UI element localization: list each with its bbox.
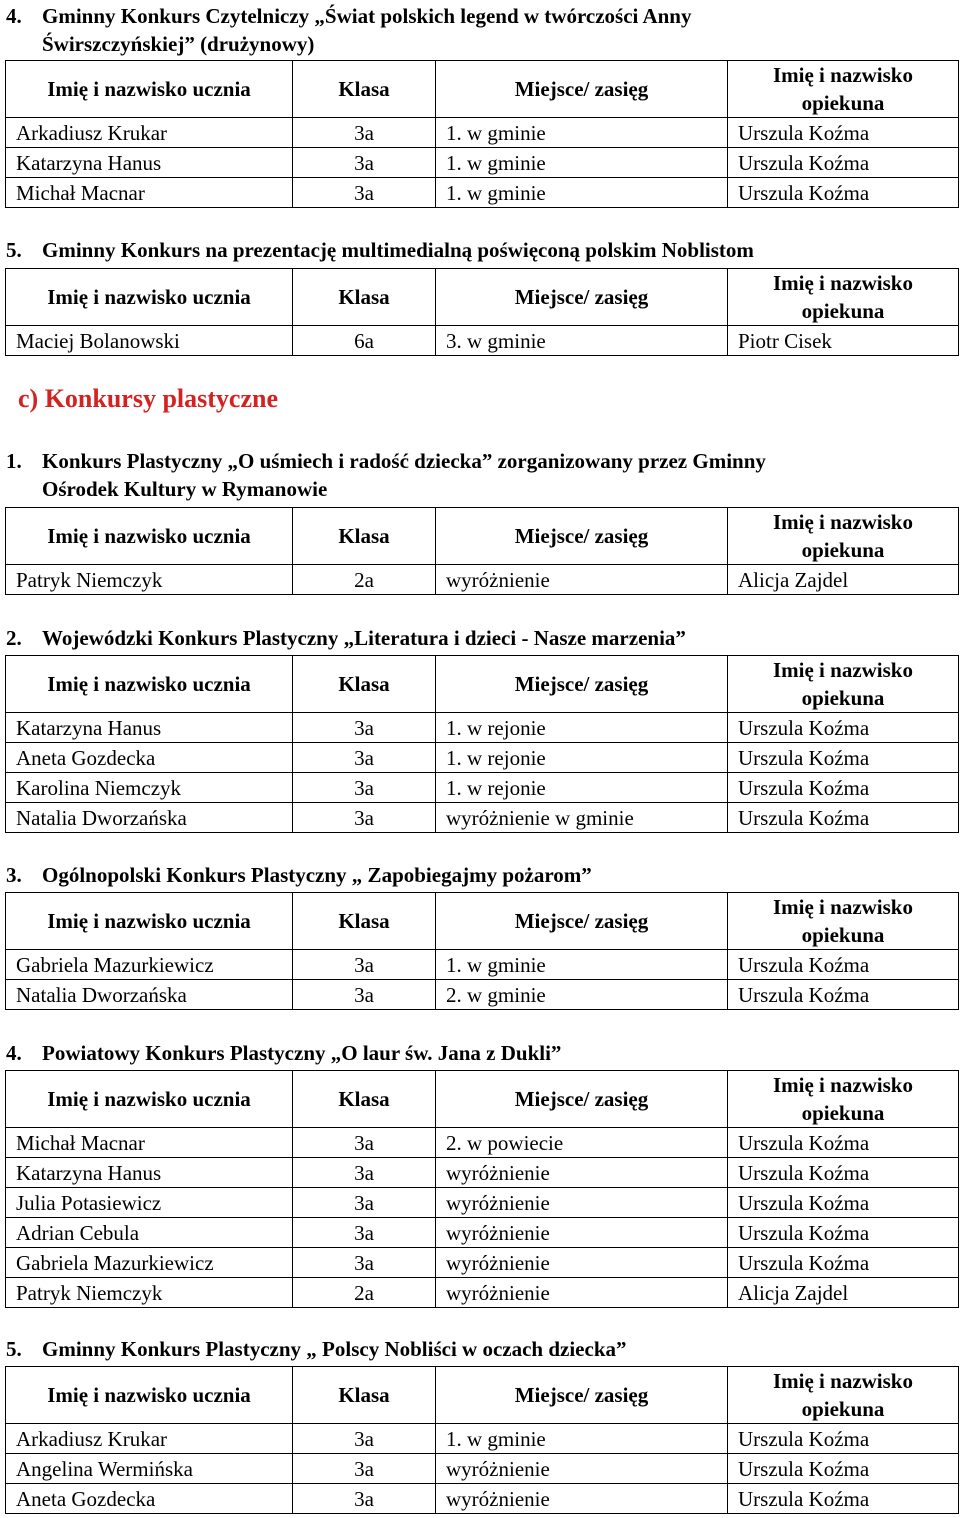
results-table <box>5 655 959 833</box>
tutor-name-cell: Urszula Koźma <box>728 1218 959 1248</box>
table-row <box>6 326 959 356</box>
student-name-cell: Gabriela Mazurkiewicz <box>6 1248 293 1278</box>
place-cell: 3. w gminie <box>436 326 728 356</box>
class-cell: 2a <box>293 565 436 595</box>
competition-title <box>6 1039 952 1067</box>
header-tutor-line: opiekuna <box>801 91 885 115</box>
table-header-row <box>6 1367 959 1424</box>
table-row <box>6 980 959 1010</box>
table-row <box>6 1218 959 1248</box>
header-student: Imię i nazwisko ucznia <box>6 893 293 950</box>
place-cell: wyróżnienie <box>436 1188 728 1218</box>
place-cell: 1. w gminie <box>436 1424 728 1454</box>
student-name-cell: Angelina Wermińska <box>6 1454 293 1484</box>
table-row <box>6 1424 959 1454</box>
header-student: Imię i nazwisko ucznia <box>6 508 293 565</box>
place-cell: 1. w rejonie <box>436 743 728 773</box>
header-tutor-line: Imię i nazwisko <box>772 1073 913 1097</box>
place-cell: 1. w gminie <box>436 950 728 980</box>
competition-number: 4. <box>6 1041 22 1065</box>
header-tutor-line: Imię i nazwisko <box>772 895 913 919</box>
tutor-name-cell: Urszula Koźma <box>728 803 959 833</box>
tutor-name-cell: Urszula Koźma <box>728 773 959 803</box>
class-cell: 3a <box>293 1158 436 1188</box>
class-cell: 3a <box>293 980 436 1010</box>
competition-number: 5. <box>6 238 22 262</box>
tutor-name-cell: Urszula Koźma <box>728 713 959 743</box>
place-cell: 1. w rejonie <box>436 773 728 803</box>
competition-number: 4. <box>6 4 22 28</box>
class-cell: 3a <box>293 1188 436 1218</box>
header-tutor-line: Imię i nazwisko <box>772 1369 913 1393</box>
tutor-name-cell: Urszula Koźma <box>728 743 959 773</box>
table-row <box>6 1248 959 1278</box>
competition-title <box>6 447 952 503</box>
competition-title-line <box>6 447 952 475</box>
class-cell: 3a <box>293 1218 436 1248</box>
student-name-cell: Arkadiusz Krukar <box>6 1424 293 1454</box>
results-table <box>5 60 959 208</box>
student-name-cell: Patryk Niemczyk <box>6 565 293 595</box>
table-row <box>6 1158 959 1188</box>
header-class: Klasa <box>293 1367 436 1424</box>
table-row <box>6 743 959 773</box>
student-name-cell: Aneta Gozdecka <box>6 743 293 773</box>
table-header-row <box>6 893 959 950</box>
place-cell: wyróżnienie <box>436 1248 728 1278</box>
header-class: Klasa <box>293 656 436 713</box>
table-row <box>6 713 959 743</box>
student-name-cell: Michał Macnar <box>6 178 293 208</box>
header-tutor-line: opiekuna <box>801 1397 885 1421</box>
competition-title-line <box>6 1335 952 1363</box>
results-table <box>5 268 959 356</box>
tutor-name-cell: Piotr Cisek <box>728 326 959 356</box>
header-tutor-line: Imię i nazwisko <box>772 510 913 534</box>
header-tutor <box>728 1367 959 1424</box>
header-class: Klasa <box>293 61 436 118</box>
header-tutor <box>728 656 959 713</box>
header-tutor <box>728 893 959 950</box>
table-header-row <box>6 1071 959 1128</box>
section-heading-konkursy-plastyczne: c) Konkursy plastyczne <box>18 384 278 413</box>
student-name-cell: Natalia Dworzańska <box>6 803 293 833</box>
header-place: Miejsce/ zasięg <box>436 1367 728 1424</box>
tutor-name-cell: Urszula Koźma <box>728 1484 959 1514</box>
table-header-row <box>6 61 959 118</box>
header-tutor-line: opiekuna <box>801 923 885 947</box>
place-cell: wyróżnienie <box>436 1278 728 1308</box>
competition-number: 1. <box>6 449 22 473</box>
class-cell: 3a <box>293 178 436 208</box>
class-cell: 3a <box>293 1484 436 1514</box>
place-cell: wyróżnienie w gminie <box>436 803 728 833</box>
tutor-name-cell: Urszula Koźma <box>728 950 959 980</box>
competition-title-line <box>6 624 952 652</box>
header-class: Klasa <box>293 1071 436 1128</box>
table-header-row <box>6 656 959 713</box>
class-cell: 3a <box>293 148 436 178</box>
student-name-cell: Maciej Bolanowski <box>6 326 293 356</box>
header-class: Klasa <box>293 508 436 565</box>
results-table <box>5 892 959 1010</box>
tutor-name-cell: Urszula Koźma <box>728 1248 959 1278</box>
tutor-name-cell: Urszula Koźma <box>728 148 959 178</box>
student-name-cell: Arkadiusz Krukar <box>6 118 293 148</box>
tutor-name-cell: Urszula Koźma <box>728 1454 959 1484</box>
place-cell: wyróżnienie <box>436 1484 728 1514</box>
competition-title <box>6 624 952 652</box>
header-place: Miejsce/ zasięg <box>436 61 728 118</box>
header-student: Imię i nazwisko ucznia <box>6 656 293 713</box>
competition-title-continuation: Ośrodek Kultury w Rymanowie <box>42 477 328 501</box>
competition-title-text: Gminny Konkurs Plastyczny „ Polscy Nobliści w oczach dziecka” <box>42 1337 627 1361</box>
competition-title-line <box>6 1039 952 1067</box>
tutor-name-cell: Alicja Zajdel <box>728 565 959 595</box>
header-place: Miejsce/ zasięg <box>436 656 728 713</box>
header-tutor <box>728 61 959 118</box>
header-tutor-line: opiekuna <box>801 686 885 710</box>
student-name-cell: Katarzyna Hanus <box>6 148 293 178</box>
class-cell: 2a <box>293 1278 436 1308</box>
header-tutor-line: Imię i nazwisko <box>772 658 913 682</box>
competition-title-line <box>6 2 952 30</box>
table-row <box>6 1278 959 1308</box>
competition-number: 3. <box>6 863 22 887</box>
place-cell: 1. w gminie <box>436 178 728 208</box>
competition-number: 5. <box>6 1337 22 1361</box>
table-row <box>6 178 959 208</box>
student-name-cell: Patryk Niemczyk <box>6 1278 293 1308</box>
class-cell: 3a <box>293 803 436 833</box>
competition-title-text: Powiatowy Konkurs Plastyczny „O laur św. Jana z Dukli” <box>42 1041 562 1065</box>
competition-title-text: Gminny Konkurs na prezentację multimedialną poświęconą polskim Noblistom <box>42 238 754 262</box>
class-cell: 3a <box>293 1248 436 1278</box>
table-row <box>6 565 959 595</box>
header-tutor <box>728 269 959 326</box>
header-student: Imię i nazwisko ucznia <box>6 269 293 326</box>
header-class: Klasa <box>293 269 436 326</box>
competition-title <box>6 236 952 264</box>
competition-title-text: Wojewódzki Konkurs Plastyczny „Literatura i dzieci - Nasze marzenia” <box>42 626 686 650</box>
table-row <box>6 1188 959 1218</box>
table-header-row <box>6 269 959 326</box>
tutor-name-cell: Urszula Koźma <box>728 1128 959 1158</box>
class-cell: 3a <box>293 1424 436 1454</box>
student-name-cell: Adrian Cebula <box>6 1218 293 1248</box>
results-table <box>5 1366 959 1514</box>
competition-title <box>6 2 952 58</box>
header-tutor-line: Imię i nazwisko <box>772 63 913 87</box>
place-cell: 1. w gminie <box>436 148 728 178</box>
competition-title-line <box>6 861 952 889</box>
tutor-name-cell: Urszula Koźma <box>728 1424 959 1454</box>
header-tutor-line: opiekuna <box>801 1101 885 1125</box>
place-cell: wyróżnienie <box>436 1454 728 1484</box>
tutor-name-cell: Urszula Koźma <box>728 980 959 1010</box>
place-cell: 1. w rejonie <box>436 713 728 743</box>
student-name-cell: Katarzyna Hanus <box>6 1158 293 1188</box>
header-tutor <box>728 1071 959 1128</box>
header-place: Miejsce/ zasięg <box>436 1071 728 1128</box>
table-row <box>6 118 959 148</box>
class-cell: 3a <box>293 743 436 773</box>
place-cell: 2. w gminie <box>436 980 728 1010</box>
student-name-cell: Natalia Dworzańska <box>6 980 293 1010</box>
header-student: Imię i nazwisko ucznia <box>6 1367 293 1424</box>
competition-title-continuation: Świrszczyńskiej” (drużynowy) <box>42 32 315 56</box>
student-name-cell: Gabriela Mazurkiewicz <box>6 950 293 980</box>
table-row <box>6 803 959 833</box>
header-student: Imię i nazwisko ucznia <box>6 61 293 118</box>
table-row <box>6 1128 959 1158</box>
header-place: Miejsce/ zasięg <box>436 269 728 326</box>
place-cell: 2. w powiecie <box>436 1128 728 1158</box>
results-table <box>5 507 959 595</box>
class-cell: 6a <box>293 326 436 356</box>
competition-title <box>6 861 952 889</box>
tutor-name-cell: Urszula Koźma <box>728 118 959 148</box>
table-row <box>6 773 959 803</box>
table-header-row <box>6 508 959 565</box>
place-cell: 1. w gminie <box>436 118 728 148</box>
student-name-cell: Katarzyna Hanus <box>6 713 293 743</box>
header-tutor-line: Imię i nazwisko <box>772 271 913 295</box>
class-cell: 3a <box>293 773 436 803</box>
header-tutor <box>728 508 959 565</box>
competition-title-text: Ogólnopolski Konkurs Plastyczny „ Zapobiegajmy pożarom” <box>42 863 592 887</box>
student-name-cell: Karolina Niemczyk <box>6 773 293 803</box>
header-student: Imię i nazwisko ucznia <box>6 1071 293 1128</box>
header-place: Miejsce/ zasięg <box>436 893 728 950</box>
table-row <box>6 148 959 178</box>
class-cell: 3a <box>293 950 436 980</box>
table-row <box>6 950 959 980</box>
competition-title-text: Gminny Konkurs Czytelniczy „Świat polskich legend w twórczości Anny <box>42 4 692 28</box>
competition-title <box>6 1335 952 1363</box>
student-name-cell: Julia Potasiewicz <box>6 1188 293 1218</box>
place-cell: wyróżnienie <box>436 565 728 595</box>
place-cell: wyróżnienie <box>436 1218 728 1248</box>
tutor-name-cell: Alicja Zajdel <box>728 1278 959 1308</box>
table-row <box>6 1484 959 1514</box>
class-cell: 3a <box>293 1454 436 1484</box>
header-tutor-line: opiekuna <box>801 538 885 562</box>
student-name-cell: Michał Macnar <box>6 1128 293 1158</box>
competition-title-text: Konkurs Plastyczny „O uśmiech i radość dziecka” zorganizowany przez Gminny <box>42 449 766 473</box>
class-cell: 3a <box>293 1128 436 1158</box>
results-table <box>5 1070 959 1308</box>
place-cell: wyróżnienie <box>436 1158 728 1188</box>
tutor-name-cell: Urszula Koźma <box>728 1188 959 1218</box>
header-class: Klasa <box>293 893 436 950</box>
class-cell: 3a <box>293 713 436 743</box>
table-row <box>6 1454 959 1484</box>
class-cell: 3a <box>293 118 436 148</box>
header-place: Miejsce/ zasięg <box>436 508 728 565</box>
tutor-name-cell: Urszula Koźma <box>728 1158 959 1188</box>
competition-title-line <box>6 236 952 264</box>
competition-number: 2. <box>6 626 22 650</box>
header-tutor-line: opiekuna <box>801 299 885 323</box>
student-name-cell: Aneta Gozdecka <box>6 1484 293 1514</box>
tutor-name-cell: Urszula Koźma <box>728 178 959 208</box>
